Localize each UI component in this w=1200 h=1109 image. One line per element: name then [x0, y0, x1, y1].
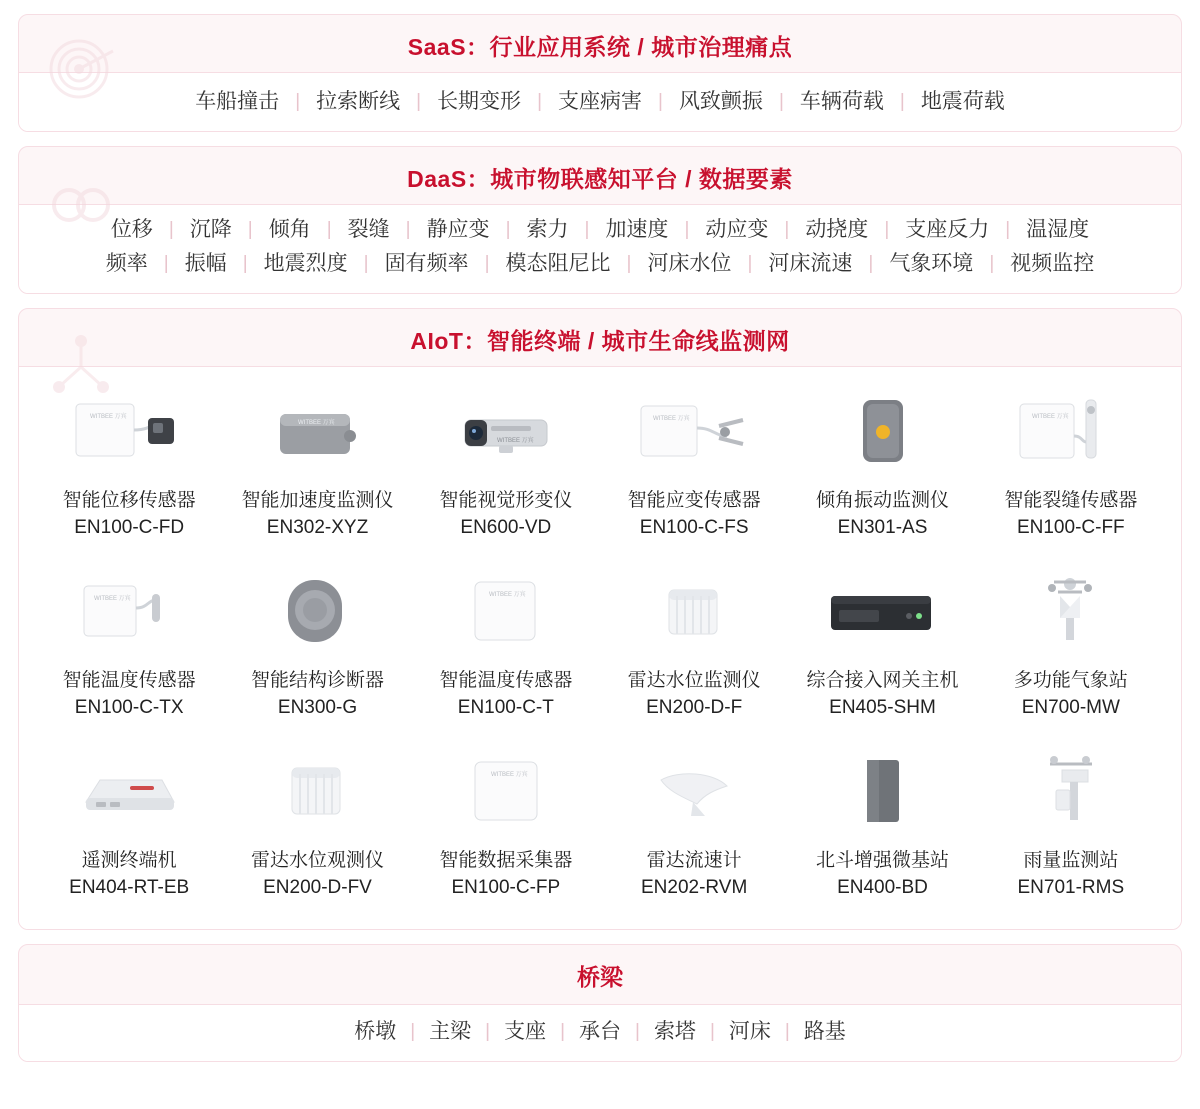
daas-title: [19, 147, 1181, 204]
device-card[interactable]: [412, 557, 600, 731]
device-name: 雷达流速计: [646, 850, 742, 871]
item-separator: |: [416, 91, 422, 112]
item-separator: |: [709, 1021, 715, 1042]
device-model: EN701-RMS: [1017, 877, 1125, 898]
temperature-sensor-icon: [70, 563, 188, 659]
list-item: 支座病害: [558, 90, 642, 113]
device-model: EN405-SHM: [829, 697, 936, 718]
item-separator: |: [485, 1021, 491, 1042]
radar-water-level-icon: [635, 563, 753, 659]
device-name: 智能温度传感器: [439, 670, 573, 691]
item-separator: |: [295, 91, 301, 112]
item-separator: |: [747, 253, 753, 274]
device-model: EN300-G: [277, 697, 358, 718]
saas-title-text: 行业应用系统 / 城市治理痛点: [489, 34, 793, 60]
item-separator: |: [405, 219, 411, 240]
aiot-title-text: 智能终端 / 城市生命线监测网: [486, 328, 790, 354]
device-name: 智能视觉形变仪: [439, 490, 573, 511]
device-card[interactable]: [35, 557, 223, 731]
device-model: EN100-C-FF: [1016, 517, 1125, 538]
item-separator: |: [363, 253, 369, 274]
item-separator: |: [684, 219, 690, 240]
device-card[interactable]: [223, 737, 411, 911]
list-item: 承台: [579, 1020, 621, 1043]
accelerometer-box-icon: [258, 383, 376, 479]
svg-text:WITBEE 万宾: WITBEE 万宾: [1031, 414, 1069, 420]
daas-title-prefix: DaaS：: [407, 166, 491, 192]
device-card[interactable]: [788, 557, 976, 731]
list-item: 桥墩: [354, 1020, 397, 1043]
crack-sensor-icon: [1012, 383, 1130, 479]
list-item: 加速度: [605, 218, 669, 241]
device-name: 雷达水位监测仪: [627, 670, 761, 691]
list-item: 频率: [105, 252, 148, 275]
list-item: 静应变: [426, 218, 490, 241]
device-card[interactable]: [977, 557, 1165, 731]
device-model: EN600-VD: [460, 517, 552, 538]
vision-camera-icon: [447, 383, 565, 479]
device-name: 雷达水位观测仪: [250, 850, 384, 871]
saas-panel: [18, 14, 1182, 132]
device-name: 智能加速度监测仪: [241, 490, 394, 511]
device-name: 遥测终端机: [81, 850, 177, 871]
item-separator: |: [242, 253, 248, 274]
saas-title-prefix: SaaS：: [407, 34, 490, 60]
radar-flow-meter-icon: [635, 743, 753, 839]
device-card[interactable]: [35, 737, 223, 911]
list-item: 固有频率: [384, 252, 469, 275]
item-separator: |: [163, 253, 169, 274]
saas-item-row: [19, 73, 1181, 131]
list-item: 风致颤振: [678, 90, 763, 113]
device-name: 智能数据采集器: [439, 850, 573, 871]
aiot-title-prefix: AIoT：: [410, 328, 487, 354]
device-model: EN200-D-F: [646, 697, 743, 718]
list-item: 主梁: [429, 1020, 472, 1043]
item-separator: |: [658, 91, 663, 112]
device-name: 智能温度传感器: [62, 670, 196, 691]
svg-text:WITBEE 万宾: WITBEE 万宾: [94, 596, 131, 602]
device-card[interactable]: [223, 377, 411, 551]
device-card[interactable]: [977, 377, 1165, 551]
list-item: 模态阻尼比: [505, 252, 611, 275]
device-card[interactable]: [600, 557, 788, 731]
device-card[interactable]: [788, 737, 976, 911]
list-item: 车船撞击: [195, 90, 280, 113]
list-item: 支座: [504, 1020, 547, 1043]
list-item: 地震荷载: [920, 90, 1005, 113]
saas-title: [19, 15, 1181, 72]
infinity-loop-icon: [45, 165, 117, 237]
device-model: EN100-C-FD: [74, 517, 185, 538]
device-model: EN100-C-FP: [451, 877, 561, 898]
list-item: 索力: [526, 218, 569, 241]
list-item: 倾角: [268, 218, 311, 241]
list-item: 地震烈度: [263, 252, 348, 275]
item-separator: |: [899, 91, 905, 112]
device-card[interactable]: [35, 377, 223, 551]
device-name: 智能位移传感器: [62, 490, 196, 511]
tilt-vibration-icon: [823, 383, 941, 479]
device-model: EN301-AS: [837, 517, 928, 538]
device-card[interactable]: [600, 737, 788, 911]
device-card[interactable]: [977, 737, 1165, 911]
item-separator: |: [537, 91, 542, 112]
item-separator: |: [247, 219, 253, 240]
svg-text:WITBEE 万宾: WITBEE 万宾: [298, 420, 336, 426]
list-item: 温湿度: [1026, 218, 1090, 241]
device-model: EN100-C-FS: [639, 517, 749, 538]
device-card[interactable]: [412, 737, 600, 911]
item-separator: |: [626, 253, 632, 274]
svg-text:WITBEE 万宾: WITBEE 万宾: [490, 772, 528, 778]
rain-gauge-station-icon: [1012, 743, 1130, 839]
item-separator: |: [868, 253, 874, 274]
device-card[interactable]: [412, 377, 600, 551]
weather-station-icon: [1012, 563, 1130, 659]
device-name: 综合接入网关主机: [806, 670, 959, 691]
item-separator: |: [784, 1021, 790, 1042]
list-item: 气象环境: [889, 252, 974, 275]
item-separator: |: [168, 219, 174, 240]
device-card[interactable]: [600, 377, 788, 551]
list-item: 视频监控: [1010, 252, 1095, 275]
data-logger-icon: [447, 743, 565, 839]
device-model: EN404-RT-EB: [69, 877, 190, 898]
gateway-rack-icon: [823, 563, 941, 659]
svg-text:WITBEE 万宾: WITBEE 万宾: [488, 592, 526, 598]
device-name: 智能结构诊断器: [250, 670, 384, 691]
device-name: 智能裂缝传感器: [1004, 490, 1138, 511]
device-model: EN202-RVM: [641, 877, 748, 898]
device-name: 多功能气象站: [1013, 670, 1128, 691]
beidou-base-station-icon: [823, 743, 941, 839]
device-model: EN100-C-TX: [74, 697, 184, 718]
device-name: 倾角振动监测仪: [815, 490, 949, 511]
list-item: 河床水位: [647, 252, 732, 275]
bridge-item-row: [19, 1005, 1181, 1061]
svg-text:WITBEE 万宾: WITBEE 万宾: [496, 438, 534, 444]
daas-item-row-1: [19, 205, 1181, 247]
item-separator: |: [989, 253, 995, 274]
device-card[interactable]: [788, 377, 976, 551]
item-separator: |: [778, 91, 784, 112]
daas-item-row-2: [19, 247, 1181, 293]
list-item: 裂缝: [347, 218, 390, 241]
item-separator: |: [884, 219, 890, 240]
temperature-panel-icon: [447, 563, 565, 659]
device-card[interactable]: [223, 557, 411, 731]
list-item: 长期变形: [437, 90, 522, 113]
device-model: EN100-C-T: [457, 697, 554, 718]
item-separator: |: [326, 219, 332, 240]
list-item: 振幅: [184, 252, 227, 275]
list-item: 位移: [110, 218, 153, 241]
list-item: 动挠度: [805, 218, 869, 241]
list-item: 车辆荷载: [799, 90, 884, 113]
item-separator: |: [584, 219, 590, 240]
daas-panel: [18, 146, 1182, 294]
radar-observer-icon: [258, 743, 376, 839]
structure-diagnostic-icon: [258, 563, 376, 659]
item-separator: |: [1005, 219, 1011, 240]
telemetry-terminal-icon: [70, 743, 188, 839]
aiot-panel: [18, 308, 1182, 930]
list-item: 河床流速: [768, 252, 853, 275]
device-name: 北斗增强微基站: [815, 850, 949, 871]
item-separator: |: [560, 1021, 565, 1042]
list-item: 路基: [803, 1020, 846, 1043]
item-separator: |: [410, 1021, 416, 1042]
list-item: 沉降: [189, 218, 232, 241]
daas-title-text: 城市物联感知平台 / 数据要素: [490, 166, 793, 192]
list-item: 支座反力: [905, 218, 990, 241]
device-name: 智能应变传感器: [627, 490, 761, 511]
item-separator: |: [484, 253, 490, 274]
item-separator: |: [505, 219, 511, 240]
item-separator: |: [784, 219, 790, 240]
device-model: EN700-MW: [1021, 697, 1120, 718]
strain-sensor-icon: [635, 383, 753, 479]
svg-text:WITBEE 万宾: WITBEE 万宾: [653, 416, 690, 422]
bridge-panel: [18, 944, 1182, 1062]
item-separator: |: [635, 1021, 640, 1042]
device-model: EN302-XYZ: [266, 517, 369, 538]
bridge-title: 桥梁: [577, 964, 623, 990]
device-grid: [19, 367, 1181, 929]
svg-text:WITBEE 万宾: WITBEE 万宾: [90, 414, 127, 420]
radar-target-icon: [45, 33, 117, 105]
list-item: 拉索断线: [316, 90, 401, 113]
list-item: 动应变: [705, 218, 769, 241]
aiot-title: [19, 309, 1181, 366]
device-name: 雨量监测站: [1023, 850, 1119, 871]
device-model: EN400-BD: [837, 877, 928, 898]
list-item: 索塔: [653, 1020, 696, 1043]
list-item: 河床: [728, 1020, 771, 1043]
device-model: EN200-D-FV: [263, 877, 372, 898]
network-nodes-icon: [45, 327, 117, 399]
